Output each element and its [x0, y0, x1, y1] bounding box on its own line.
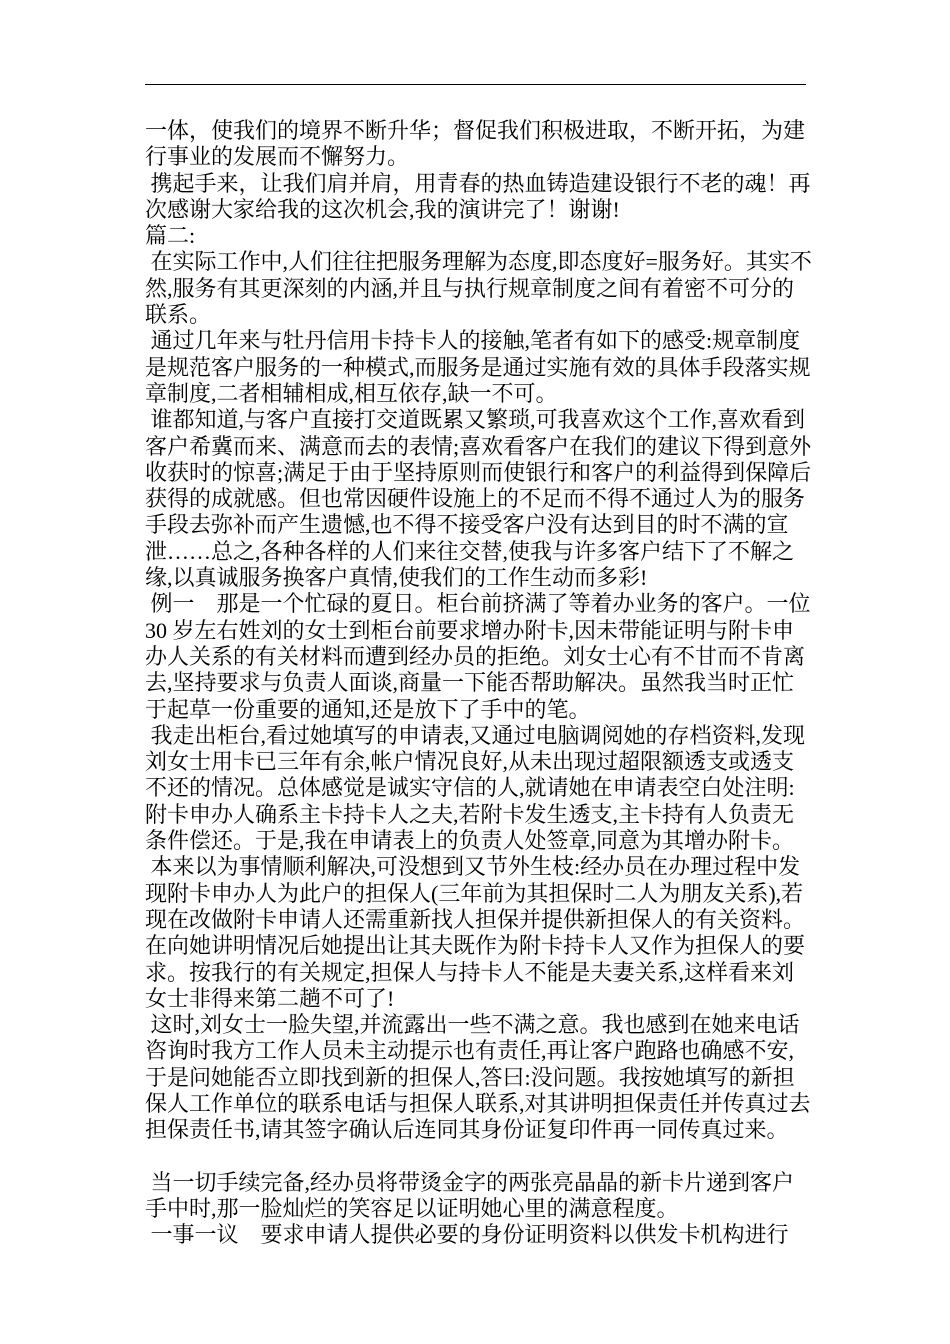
- header-rule: [145, 84, 806, 85]
- paragraph: 一事一议 要求申请人提供必要的身份证明资料以供发卡机构进行: [145, 1222, 789, 1248]
- paragraph: 这时,刘女士一脸失望,并流露出一些不满之意。我也感到在她来电话咨询时我方工作人员未主动提示也有责任,再让客户跑路也确感不安,于是问她能否立即找到新的担保人,答曰:没问题。我按她填写的新担保人工作单位的联系电话与担保人联系,对其讲明担保责任并传真过去担保责任书,请其签字确认后连同其身份证复印件再一同传真过来。: [145, 1012, 811, 1143]
- paragraph: 通过几年来与牡丹信用卡持卡人的接触,笔者有如下的感受:规章制度是规范客户服务的一种模式,而服务是通过实施有效的具体手段落实规章制度,二者相辅相成,相互依存,缺一不可。: [145, 328, 811, 406]
- paragraph: 谁都知道,与客户直接打交道既累又繁琐,可我喜欢这个工作,喜欢看到客户希冀而来、满意而去的表情;喜欢看客户在我们的建议下得到意外收获时的惊喜;满足于由于坚持原则而使银行和客户的利益得到保障后获得的成就感。但也常因硬件设施上的不足而不得不通过人为的服务手段去弥补而产生遗憾,也不得不接受客户没有达到目的时不满的宣泄……总之,各种各样的人们来往交替,使我与许多客户结下了不解之缘,以真诚服务换客户真情,使我们的工作生动而多彩!: [145, 407, 812, 591]
- paragraph: 当一切手续完备,经办员将带烫金字的两张亮晶晶的新卡片递到客户手中时,那一脸灿烂的笑容足以证明她心里的满意程度。: [145, 1169, 795, 1221]
- paragraph: 本来以为事情顺利解决,可没想到又节外生枝:经办员在办理过程中发现附卡申办人为此户的担保人(三年前为其担保时二人为朋友关系),若现在改做附卡申请人还需重新找人担保并提供新担保人的有关资料。在向她讲明情况后她提出让其夫既作为附卡持卡人又作为担保人的要求。按我行的有关规定,担保人与持卡人不能是夫妻关系,这样看来刘女士非得来第二趟不可了!: [145, 854, 806, 1011]
- blank-line: [145, 1144, 815, 1170]
- paragraph: 我走出柜台,看过她填写的申请表,又通过电脑调阅她的存档资料,发现刘女士用卡已三年有余,帐户情况良好,从未出现过超限额透支或透支不还的情况。总体感觉是诚实守信的人,就请她在申请表空白处注明:附卡申办人确系主卡持卡人之夫,若附卡发生透支,主卡持有人负责无条件偿还。于是,我在申请表上的负责人处签章,同意为其增办附卡。: [145, 722, 806, 854]
- document-body: [145, 118, 815, 1248]
- paragraph: 携起手来，让我们肩并肩，用青春的热血铸造建设银行不老的魂！再次感谢大家给我的这次机会,我的演讲完了！谢谢!: [145, 170, 811, 222]
- section-heading: 篇二:: [145, 223, 196, 249]
- paragraph: 一体，使我们的境界不断升华；督促我们积极进取，不断开拓，为建行事业的发展而不懈努力。: [145, 118, 806, 170]
- paragraph: 例一 那是一个忙碌的夏日。柜台前挤满了等着办业务的客户。一位 30 岁左右姓刘的女士到柜台前要求增办附卡,因未带能证明与附卡申办人关系的有关材料而遭到经办员的拒绝。刘女士心有不甘而不肯离去,坚持要求与负责人面谈,商量一下能否帮助解决。虽然我当时正忙于起草一份重要的通知,还是放下了手中的笔。: [145, 591, 817, 722]
- paragraph: 在实际工作中,人们往往把服务理解为态度,即态度好=服务好。其实不然,服务有其更深刻的内涵,并且与执行规章制度之间有着密不可分的联系。: [145, 249, 812, 328]
